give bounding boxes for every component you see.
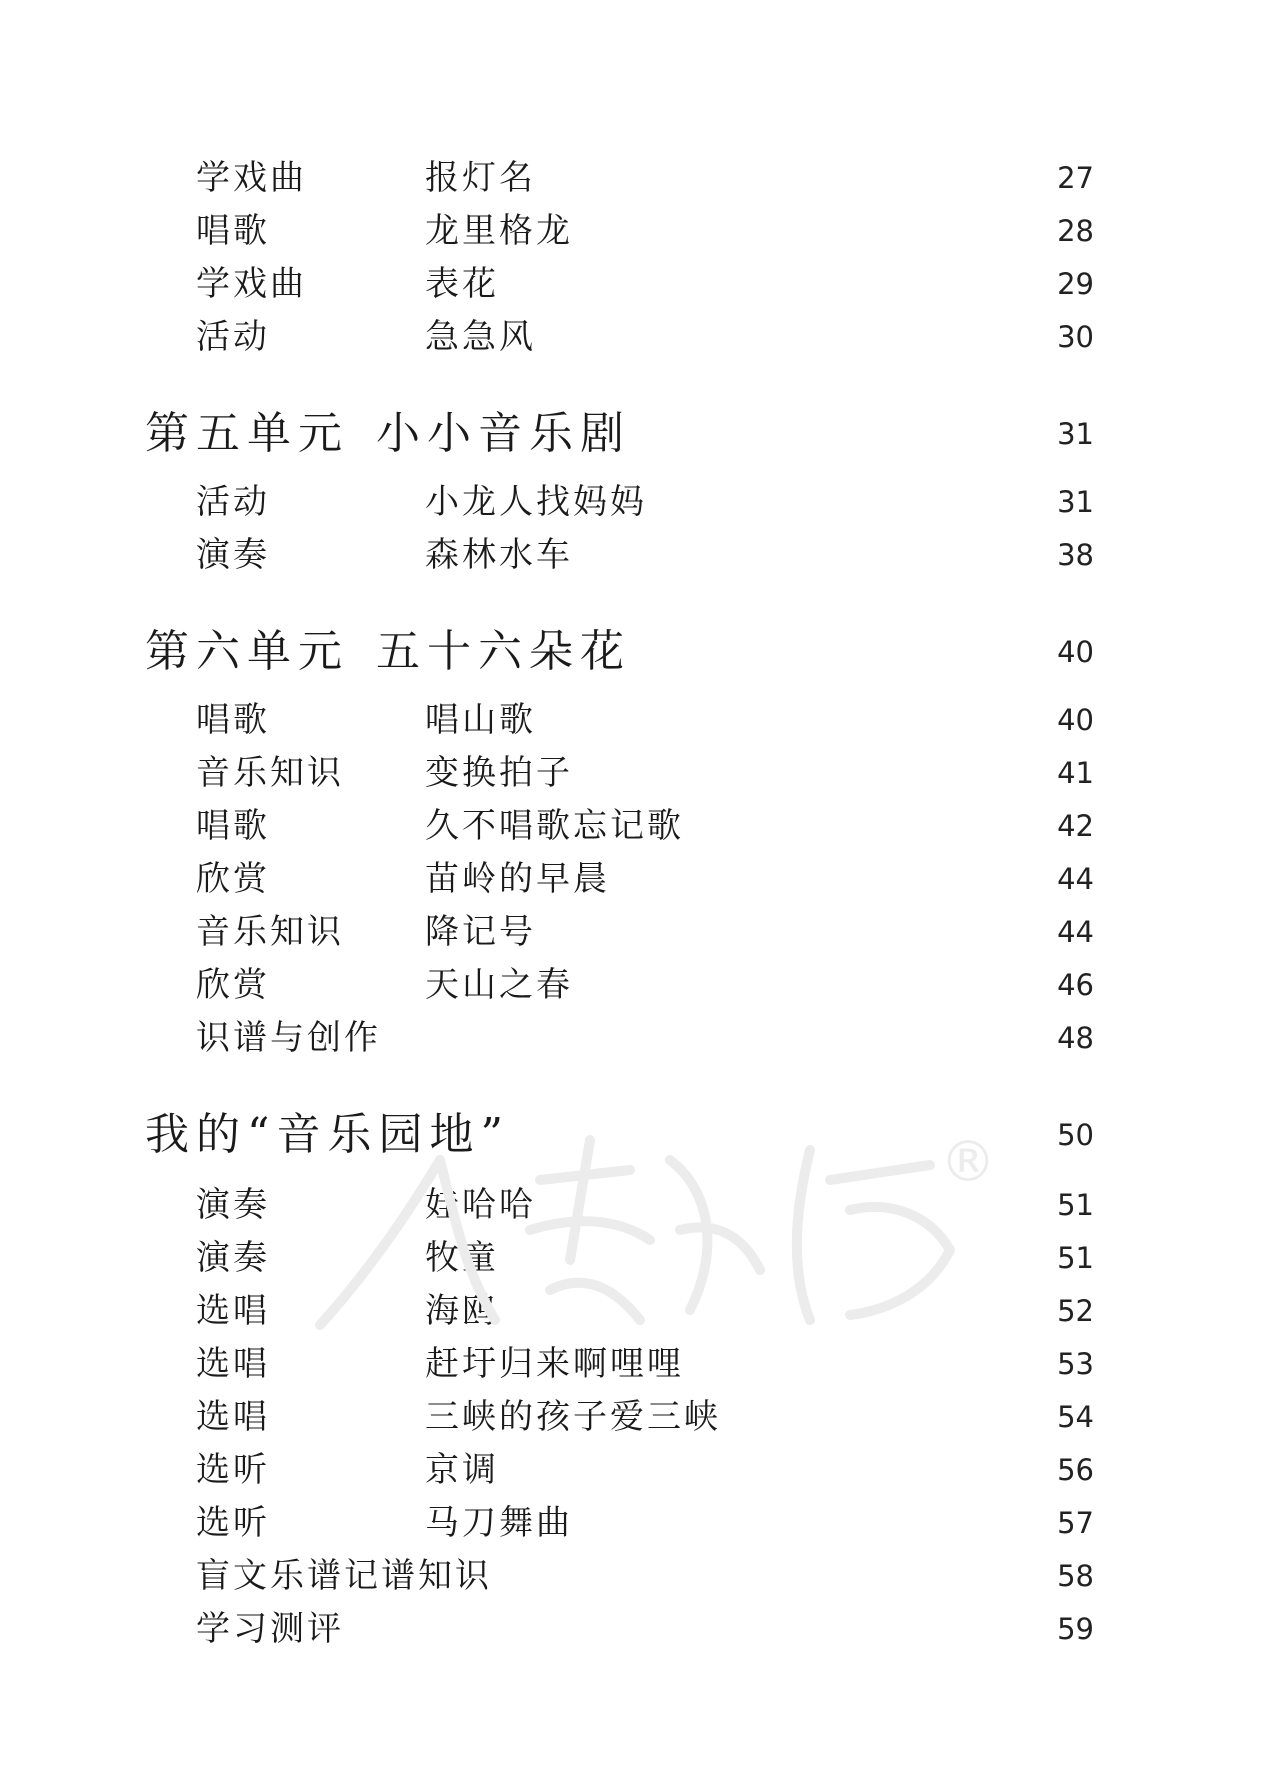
toc-entry[interactable] xyxy=(0,258,1276,310)
toc-entry[interactable] xyxy=(0,1338,1276,1390)
toc-entry[interactable] xyxy=(0,747,1276,799)
entry-type: 选听 xyxy=(196,1503,270,1543)
unit-title: 第六单元 xyxy=(145,626,349,677)
entry-page-number: 51 xyxy=(1057,1241,1094,1275)
toc-unit-heading[interactable] xyxy=(0,1109,1276,1161)
toc-entry[interactable] xyxy=(0,694,1276,746)
entry-page-number: 46 xyxy=(1057,968,1094,1002)
toc-entry[interactable] xyxy=(0,1391,1276,1443)
entry-title: 唱山歌 xyxy=(425,700,536,740)
entry-title: 小龙人找妈妈 xyxy=(425,482,647,522)
entry-type: 演奏 xyxy=(196,535,270,575)
entry-page-number: 42 xyxy=(1057,809,1094,843)
registered-trademark-icon: ® xyxy=(940,1130,996,1195)
entry-type: 欣赏 xyxy=(196,859,270,899)
entry-type: 活动 xyxy=(196,482,270,522)
toc-entry[interactable] xyxy=(0,1444,1276,1496)
toc-entry[interactable] xyxy=(0,1497,1276,1549)
toc-entry[interactable] xyxy=(0,205,1276,257)
entry-page-number: 40 xyxy=(1057,703,1094,737)
toc-entry[interactable] xyxy=(0,529,1276,581)
entry-type: 选听 xyxy=(196,1450,270,1490)
entry-title: 天山之春 xyxy=(425,965,573,1005)
entry-title: 降记号 xyxy=(425,912,536,952)
entry-type: 音乐知识 xyxy=(196,753,344,793)
entry-type: 识谱与创作 xyxy=(196,1018,381,1058)
toc-entry[interactable] xyxy=(0,959,1276,1011)
entry-page-number: 54 xyxy=(1057,1400,1094,1434)
toc-unit-heading[interactable] xyxy=(0,626,1276,678)
unit-name: 小小音乐剧 xyxy=(376,408,631,459)
entry-page-number: 53 xyxy=(1057,1347,1094,1381)
entry-type: 学戏曲 xyxy=(196,158,307,198)
entry-page-number: 38 xyxy=(1057,538,1094,572)
entry-type: 选唱 xyxy=(196,1291,270,1331)
toc-entry[interactable] xyxy=(0,476,1276,528)
entry-page-number: 41 xyxy=(1057,756,1094,790)
toc-entry[interactable] xyxy=(0,853,1276,905)
entry-type: 演奏 xyxy=(196,1185,270,1225)
entry-type: 活动 xyxy=(196,317,270,357)
toc-entry[interactable] xyxy=(0,311,1276,363)
toc-entry[interactable] xyxy=(0,1285,1276,1337)
entry-title: 京调 xyxy=(425,1450,499,1490)
entry-title: 海鸥 xyxy=(425,1291,499,1331)
entry-type: 唱歌 xyxy=(196,211,270,251)
entry-page-number: 58 xyxy=(1057,1559,1094,1593)
entry-title: 马刀舞曲 xyxy=(425,1503,573,1543)
toc-entry[interactable] xyxy=(0,1550,1276,1602)
entry-title: 急急风 xyxy=(425,317,536,357)
entry-page-number: 59 xyxy=(1057,1612,1094,1646)
entry-title: 森林水车 xyxy=(425,535,573,575)
entry-title: 变换拍子 xyxy=(425,753,573,793)
entry-title: 赶圩归来啊哩哩 xyxy=(425,1344,684,1384)
entry-type: 盲文乐谱记谱知识 xyxy=(196,1556,492,1596)
entry-page-number: 27 xyxy=(1057,161,1094,195)
entry-title: 三峡的孩子爱三峡 xyxy=(425,1397,721,1437)
toc-entry[interactable] xyxy=(0,906,1276,958)
unit-page-number: 50 xyxy=(1057,1118,1094,1152)
entry-title: 苗岭的早晨 xyxy=(425,859,610,899)
unit-page-number: 40 xyxy=(1057,635,1094,669)
entry-title: 表花 xyxy=(425,264,499,304)
toc-unit-heading[interactable] xyxy=(0,408,1276,460)
toc-entry[interactable] xyxy=(0,800,1276,852)
unit-title: 第五单元 xyxy=(145,408,349,459)
entry-page-number: 48 xyxy=(1057,1021,1094,1055)
entry-title: 娃哈哈 xyxy=(425,1185,536,1225)
toc-entry[interactable] xyxy=(0,1232,1276,1284)
entry-type: 音乐知识 xyxy=(196,912,344,952)
entry-page-number: 44 xyxy=(1057,862,1094,896)
entry-page-number: 28 xyxy=(1057,214,1094,248)
entry-title: 久不唱歌忘记歌 xyxy=(425,806,684,846)
unit-name: 五十六朵花 xyxy=(376,626,631,677)
entry-page-number: 30 xyxy=(1057,320,1094,354)
unit-title: 我的“音乐园地” xyxy=(145,1109,510,1160)
entry-title: 龙里格龙 xyxy=(425,211,573,251)
entry-type: 唱歌 xyxy=(196,700,270,740)
toc-entry[interactable] xyxy=(0,1012,1276,1064)
entry-type: 选唱 xyxy=(196,1397,270,1437)
entry-type: 学戏曲 xyxy=(196,264,307,304)
toc-entry[interactable] xyxy=(0,1179,1276,1231)
entry-page-number: 31 xyxy=(1057,485,1094,519)
unit-page-number: 31 xyxy=(1057,417,1094,451)
entry-type: 选唱 xyxy=(196,1344,270,1384)
entry-page-number: 29 xyxy=(1057,267,1094,301)
entry-page-number: 51 xyxy=(1057,1188,1094,1222)
entry-page-number: 56 xyxy=(1057,1453,1094,1487)
entry-page-number: 57 xyxy=(1057,1506,1094,1540)
entry-title: 报灯名 xyxy=(425,158,536,198)
entry-page-number: 52 xyxy=(1057,1294,1094,1328)
entry-page-number: 44 xyxy=(1057,915,1094,949)
entry-type: 唱歌 xyxy=(196,806,270,846)
entry-title: 牧童 xyxy=(425,1238,499,1278)
entry-type: 学习测评 xyxy=(196,1609,344,1649)
entry-type: 欣赏 xyxy=(196,965,270,1005)
toc-entry[interactable] xyxy=(0,1603,1276,1655)
entry-type: 演奏 xyxy=(196,1238,270,1278)
toc-entry[interactable] xyxy=(0,152,1276,204)
